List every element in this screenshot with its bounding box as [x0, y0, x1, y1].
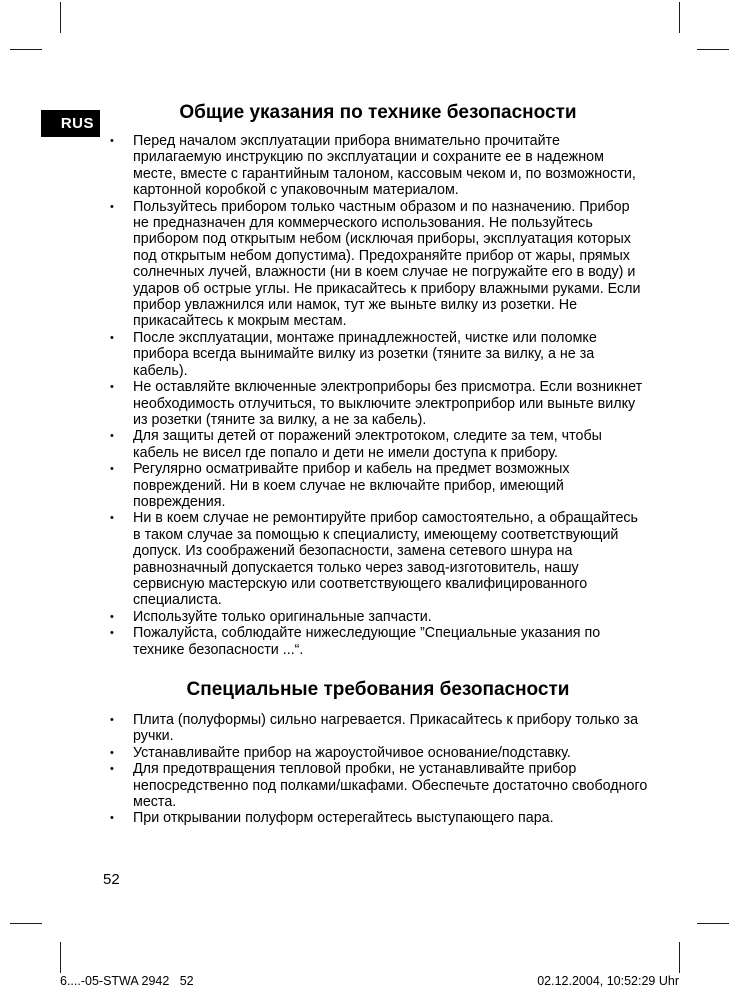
list-item: • После эксплуатации, монтаже принадлежностей, чистке или поломке прибора всегда вынимайте вилку из розетки (тяните за вилку, а не за кабель).: [108, 330, 648, 379]
crop-mark-top-right-vertical: [679, 2, 680, 33]
list-item: • Плита (полуформы) сильно нагревается. Прикасайтесь к прибору только за ручки.: [108, 712, 648, 745]
crop-mark-top-left-horizontal: [10, 49, 42, 50]
list-item: • Для защиты детей от поражений электротоком, следите за тем, чтобы кабель не висел где попало и дети не имели доступа к прибору.: [108, 428, 648, 461]
crop-mark-bottom-right-horizontal: [697, 923, 729, 924]
crop-mark-bottom-left-vertical: [60, 942, 61, 973]
list-item: • Пожалуйста, соблюдайте нижеследующие ”Специальные указания по технике безопасности ...“.: [108, 625, 648, 658]
section-title-special: Специальные требования безопасности: [186, 679, 570, 700]
footer-timestamp: 02.12.2004, 10:52:29 Uhr: [537, 974, 679, 988]
list-item: • Устанавливайте прибор на жароустойчивое основание/подставку.: [108, 745, 648, 761]
special-safety-bullet-list: [108, 712, 648, 827]
crop-mark-bottom-right-vertical: [679, 942, 680, 973]
crop-mark-top-left-vertical: [60, 2, 61, 33]
list-item: • Ни в коем случае не ремонтируйте прибор самостоятельно, а обращайтесь в таком случае за помощью к специалисту, имеющему соответствующий допуск. Из соображений безопасности, замена сетевого шнура на равнозначный допускается только через завод-изготовитель, нашу сервисную мастерскую или соответствующего квалифицированного специалиста.: [108, 510, 648, 608]
section-title-general: Общие указания по технике безопасности: [179, 102, 577, 123]
list-item: • Не оставляйте включенные электроприборы без присмотра. Если возникнет необходимость отлучиться, то выключите электроприбор или выньте вилку из розетки (тяните за вилку, а не за кабель).: [108, 379, 648, 428]
page-content: [108, 102, 648, 827]
list-item: • Перед началом эксплуатации прибора внимательно прочитайте прилагаемую инструкцию по эксплуатации и сохраните ее в надежном месте, вместе с гарантийным талоном, кассовым чеком и, по возможности, картонной коробкой с упаковочным материалом.: [108, 133, 648, 199]
general-safety-bullet-list: [108, 133, 648, 658]
list-item: • Для предотвращения тепловой пробки, не устанавливайте прибор непосредственно под полками/шкафами. Обеспечьте достаточно свободного места.: [108, 761, 648, 810]
crop-mark-bottom-left-horizontal: [10, 923, 42, 924]
page-number: 52: [103, 871, 120, 888]
footer-print-reference: 6....-05-STWA 2942 52: [60, 974, 194, 988]
list-item: • При открывании полуформ остерегайтесь выступающего пара.: [108, 810, 648, 826]
list-item: • Регулярно осматривайте прибор и кабель на предмет возможных повреждений. Ни в коем случае не включайте прибор, имеющий повреждения.: [108, 461, 648, 510]
list-item: • Используйте только оригинальные запчасти.: [108, 609, 648, 625]
crop-mark-top-right-horizontal: [697, 49, 729, 50]
language-badge: RUS: [41, 110, 100, 137]
list-item: • Пользуйтесь прибором только частным образом и по назначению. Прибор не предназначен для коммерческого использования. Не пользуйтесь прибором под открытым небом (исключая приборы, эксплуатация которых под открытым небом допустима). Предохраняйте прибор от жары, прямых солнечных лучей, влажности (ни в коем случае не погружайте его в воду) и ударов об острые углы. Не прикасайтесь к прибору влажными руками. Если прибор увлажнился или намок, тут же выньте вилку из розетки. Не прикасайтесь к мокрым местам.: [108, 199, 648, 330]
